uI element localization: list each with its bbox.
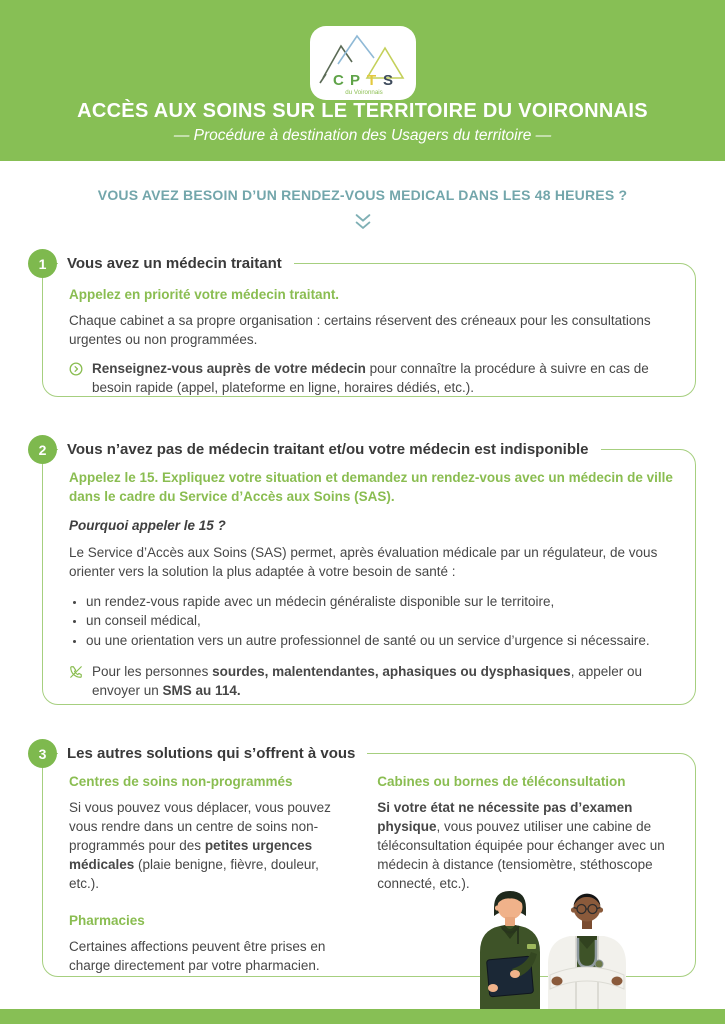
column-centres-de-soins [69, 774, 348, 893]
text-post: , vous pouvez utiliser une cabine de téléconsultation équipée pour échanger avec un médecin à distance (tensiomètre, stéthoscope connecté, etc.). [377, 818, 665, 891]
page-title: ACCÈS AUX SOINS SUR LE TERRITOIRE DU VOIRONNAIS [77, 100, 648, 122]
logo-letter-c: C [332, 72, 344, 89]
accessibility-note [69, 663, 661, 701]
section-number-badge: 2 [28, 435, 57, 464]
section-lead: Appelez en priorité votre médecin traitant. [69, 287, 340, 302]
section-title: Les autres solutions qui s’offrent à vous [58, 741, 367, 766]
column-teleconsultation [377, 774, 673, 893]
section-lead: Appelez le 15. Expliquez votre situation et demandez un rendez-vous avec un médecin de ville dans le cadre du Service d’Accès aux Soins (SAS). [69, 470, 673, 504]
logo-letter-s: S [382, 72, 393, 89]
page-subtitle: — Procédure à destination des Usagers du territoire — [173, 127, 552, 144]
column-body: Certaines affections peuvent être prises en charge directement par votre pharmacien. [69, 939, 326, 974]
section-title: Vous n’avez pas de médecin traitant et/ou votre médecin est indisponible [58, 437, 601, 462]
section-body: Chaque cabinet a sa propre organisation : certains réservent des créneaux pour les consultations urgentes ou non programmées. [69, 312, 651, 347]
header-banner [0, 0, 725, 161]
double-chevron-down-icon [352, 211, 374, 233]
tip-text [92, 360, 673, 398]
section-medecin-traitant [38, 255, 696, 397]
note-mid: , appeler ou envoyer un [92, 664, 642, 699]
tip-bold-text: Renseignez-vous auprès de votre médecin [92, 360, 366, 376]
why-call-15-question: Pourquoi appeler le 15 ? [69, 517, 226, 533]
mountains-logo-icon [311, 28, 415, 98]
text-bold: petites urgences médicales [69, 837, 313, 872]
sas-options-list [69, 592, 673, 651]
text-pre: Si vous pouvez vous déplacer, vous pouvez vous rendre dans un centre de soins non-programmés pour des [69, 800, 331, 853]
column-body [69, 799, 348, 893]
column-heading: Cabines ou bornes de téléconsultation [377, 774, 626, 789]
text-post: (plaie benigne, fièvre, douleur, etc.). [69, 856, 319, 891]
section-sans-medecin [38, 441, 696, 705]
two-medical-professionals-illustration [452, 884, 644, 1009]
section-title: Vous avez un médecin traitant [58, 251, 294, 276]
note-bold-groups: sourdes, malentendantes, aphasiques ou dysphasiques [212, 664, 571, 680]
section-number-badge: 3 [28, 739, 57, 768]
tip-row [69, 360, 673, 398]
circled-chevron-icon [69, 362, 83, 376]
list-item: • ou une orientation vers un autre professionnel de santé ou un service d’urgence si nécessaire. [86, 631, 673, 651]
section-number-badge: 1 [28, 249, 57, 278]
note-text [92, 663, 661, 701]
logo-subtitle: du Voironnais [344, 89, 383, 96]
column-body [377, 799, 673, 893]
pharmacies-block [69, 913, 357, 976]
section-body: Le Service d’Accès aux Soins (SAS) permet, après évaluation médicale par un régulateur, de vous orienter vers la solution la plus adaptée à votre besoin de santé : [69, 544, 658, 579]
text-bold: Si votre état ne nécessite pas d’examen physique [377, 800, 633, 834]
doctor-figure [548, 894, 626, 1009]
list-item: • un conseil médical, [86, 611, 673, 631]
column-heading: Pharmacies [69, 913, 145, 929]
footer-bar [0, 1009, 725, 1024]
logo-letter-p: P [349, 72, 360, 89]
section-content [43, 450, 695, 701]
tip-rest-text: pour connaître la procédure à suivre en cas de besoin rapide (appel, plateforme en ligne, horaires dédiés, etc.). [92, 360, 649, 395]
two-column-layout [69, 774, 673, 893]
note-bold-sms: SMS au 114. [162, 683, 241, 699]
column-heading: Centres de soins non-programmés [69, 774, 293, 789]
logo-letter-t: T [366, 72, 376, 89]
section-content [43, 264, 695, 397]
note-prefix: Pour les personnes [92, 664, 213, 680]
intro-question: VOUS AVEZ BESOIN D’UN RENDEZ-VOUS MEDICAL DANS LES 48 HEURES ? [97, 187, 628, 203]
list-item: • un rendez-vous rapide avec un médecin généraliste disponible sur le territoire, [86, 592, 673, 612]
cpts-logo [310, 26, 416, 100]
phone-slash-icon [69, 665, 83, 679]
nurse-figure [480, 891, 540, 1009]
